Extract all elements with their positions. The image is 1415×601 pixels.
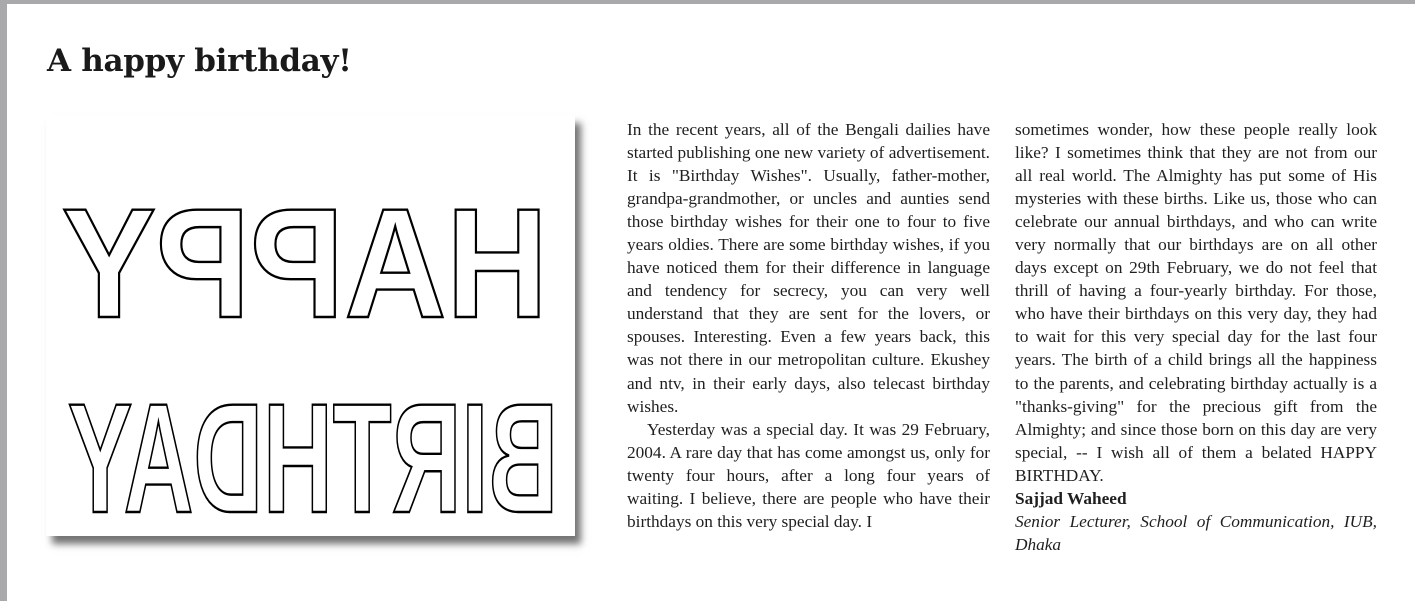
frame-left-border (0, 0, 7, 601)
author-title: Senior Lecturer, School of Communication, IUB, Dhaka (1015, 511, 1377, 554)
mirrored-outline-text (46, 115, 575, 546)
article-paragraph-3: sometimes wonder, how these people really look like? I sometimes think that they are not from our all real world. The Almighty has put some of His mysteries with these births. Like us, those who can celebrate our annual birthdays, and who can write very normally that our birthdays are on all other days except on 29th February, we do not feel that thrill of having a four-yearly birthday. For those, who have their birthdays on this very day, they had to wait for this very special day for the last four years. The birth of a child brings all the happiness to the parents, and celebrating birthday actually is a "thanks-giving" for the precious gift from the Almighty; and since those born on this day are very special, -- I wish all of them a belated HAPPY BIRTHDAY. (1015, 120, 1377, 485)
article-paragraph-2: Yesterday was a special day. It was 29 February, 2004. A rare day that has come amongst us, only for twenty four hours, after a long four years of waiting. I believe, there are people who have their birthdays on this very special day. I (627, 419, 990, 531)
article-column-1 (627, 118, 990, 533)
frame-top-border (0, 0, 1415, 4)
author-name: Sajjad Waheed (1015, 488, 1127, 508)
article-column-2 (1015, 118, 1377, 556)
birthday-illustration (46, 115, 575, 546)
article-paragraph-1: In the recent years, all of the Bengali dailies have started publishing one new variety of advertisement. It is "Birthday Wishes". Usually, father-mother, grandpa-grandmother, or uncles and aunties send those birthday wishes for their one to four to five years oldies. There are some birthday wishes, if you have noticed them for their difference in language and tendency for secrecy, you can very well understand that they are sent for the lovers, or spouses. Interesting. Even a few years back, this was not there in our metropolitan culture. Ekushey and ntv, in their early days, also telecast birthday wishes. (627, 120, 990, 416)
illustration-word-birthday: BIRTHDAY (68, 372, 558, 546)
article-headline: A happy birthday! (47, 43, 352, 79)
illustration-word-happy: HAPPY (62, 177, 548, 351)
